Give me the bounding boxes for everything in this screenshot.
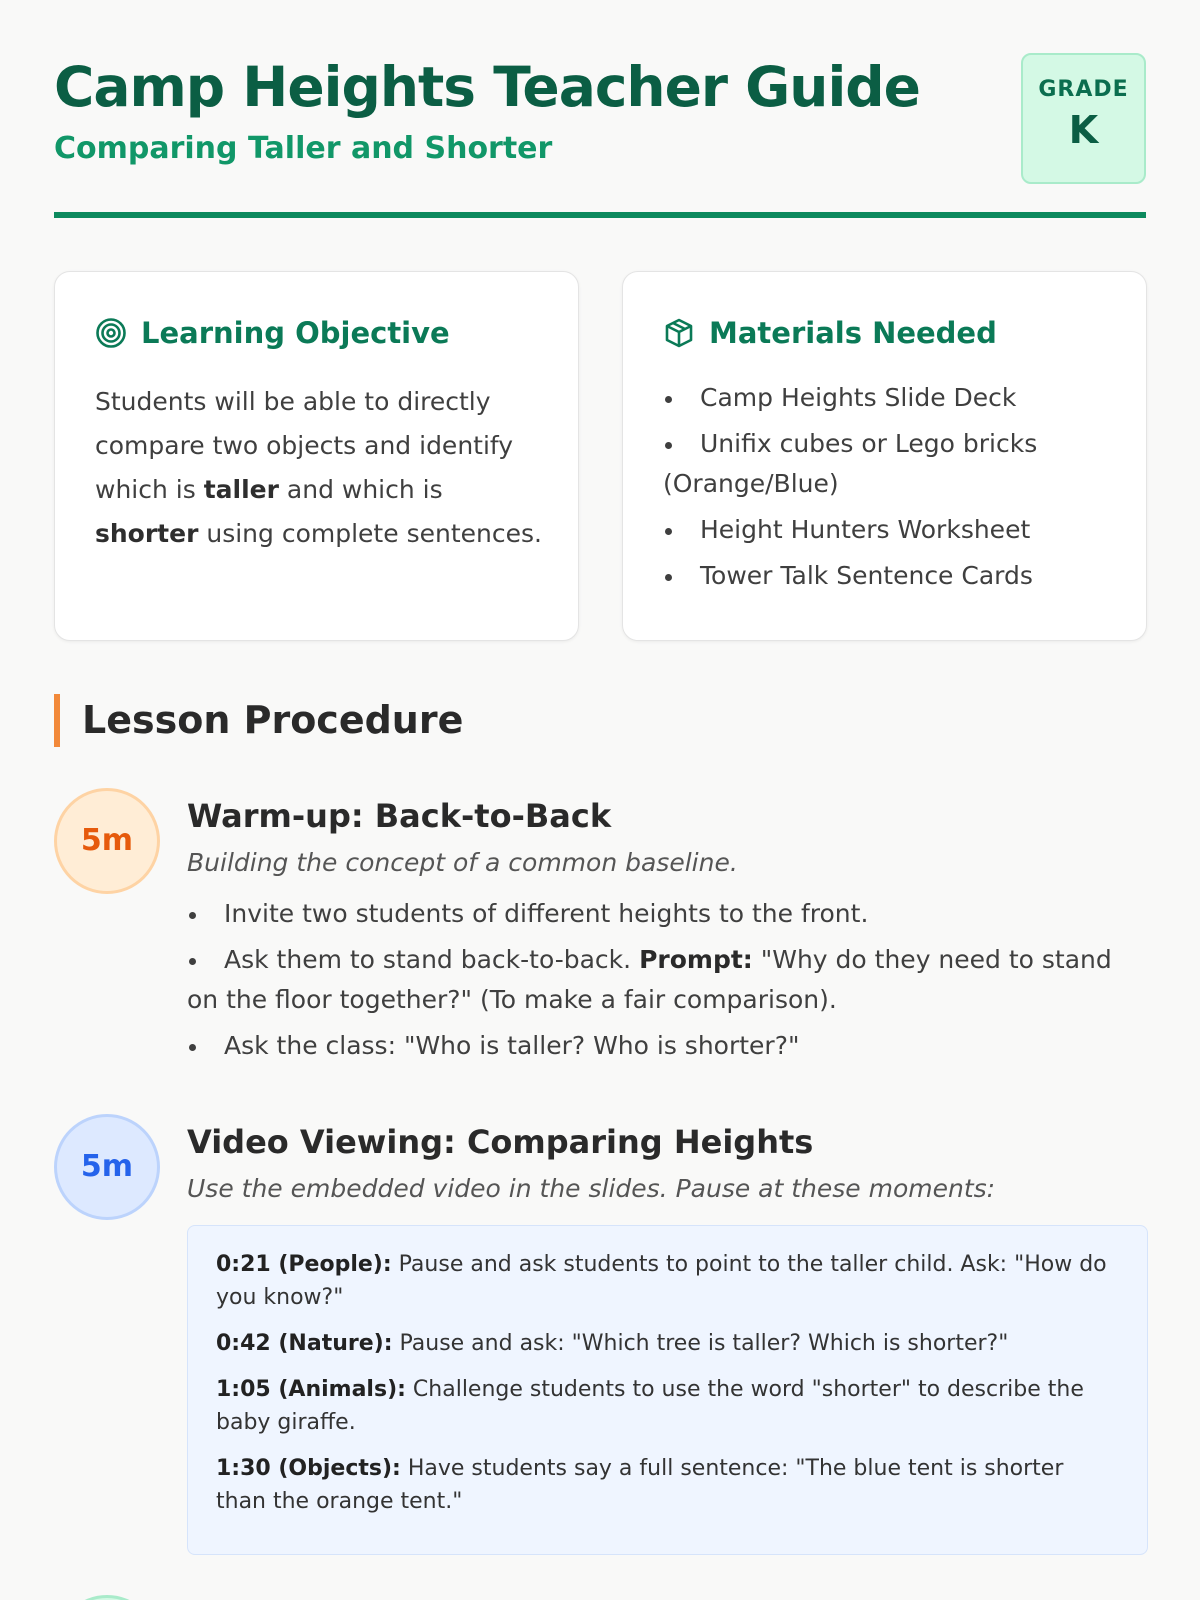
step-body bbox=[187, 1114, 1148, 1555]
materials-list-item: Tower Talk Sentence Cards bbox=[663, 556, 1133, 596]
learning-objective-title: Learning Objective bbox=[141, 316, 450, 350]
materials-list-item: Camp Heights Slide Deck bbox=[663, 378, 1133, 418]
step-bullet: Invite two students of different heights to the front. bbox=[187, 894, 1148, 934]
page-subtitle: Comparing Taller and Shorter bbox=[54, 131, 553, 166]
grade-badge bbox=[1021, 53, 1146, 184]
objective-text-part: Students will be able to directly compare two objects and identify which is bbox=[95, 387, 514, 504]
step-bullet-list bbox=[187, 894, 1148, 1066]
lesson-procedure-heading: Lesson Procedure bbox=[54, 694, 463, 747]
video-moment bbox=[216, 1452, 1119, 1518]
learning-objective-text bbox=[95, 380, 545, 556]
video-moment-text: Have students say a full sentence: "The blue tent is shorter than the orange tent." bbox=[216, 1456, 1064, 1514]
objective-keyword-shorter: shorter bbox=[95, 519, 199, 548]
bullet-text: "Why do they need to stand on the floor together?" (To make a fair comparison). bbox=[187, 945, 1112, 1014]
video-moment-text: Pause and ask: "Which tree is taller? Which is shorter?" bbox=[392, 1331, 1009, 1356]
step-bullet: Ask the class: "Who is taller? Who is shorter?" bbox=[187, 1026, 1148, 1066]
materials-title: Materials Needed bbox=[709, 316, 997, 350]
materials-header bbox=[663, 316, 997, 350]
objective-text-part: and which is bbox=[278, 475, 443, 504]
objective-keyword-taller: taller bbox=[203, 475, 279, 504]
step-title: Warm-up: Back-to-Back bbox=[187, 797, 612, 835]
video-moment-text: Challenge students to use the word "shorter" to describe the baby giraffe. bbox=[216, 1377, 1084, 1435]
video-moment-text: Pause and ask students to point to the taller child. Ask: "How do you know?" bbox=[216, 1252, 1107, 1310]
learning-objective-card bbox=[54, 271, 579, 641]
bullet-text: Ask them to stand back-to-back. bbox=[224, 945, 640, 974]
video-moment bbox=[216, 1373, 1119, 1439]
prompt-label: Prompt: bbox=[639, 945, 753, 974]
step-title: Video Viewing: Comparing Heights bbox=[187, 1123, 814, 1161]
video-moment-timestamp: 1:05 (Animals): bbox=[216, 1377, 406, 1402]
video-moment-timestamp: 1:30 (Objects): bbox=[216, 1456, 401, 1481]
materials-card bbox=[622, 271, 1147, 641]
target-icon bbox=[95, 317, 127, 349]
box-icon bbox=[663, 317, 695, 349]
video-moment-timestamp: 0:21 (People): bbox=[216, 1252, 392, 1277]
video-moments-box bbox=[187, 1225, 1148, 1555]
video-moment bbox=[216, 1327, 1119, 1360]
materials-list bbox=[663, 378, 1133, 602]
grade-label: GRADE bbox=[1038, 77, 1129, 102]
learning-objective-header bbox=[95, 316, 450, 350]
video-moment-timestamp: 0:42 (Nature): bbox=[216, 1331, 393, 1356]
step-body bbox=[187, 788, 1148, 1072]
info-cards bbox=[54, 271, 1148, 641]
materials-list-item: Height Hunters Worksheet bbox=[663, 510, 1133, 550]
step-bullet bbox=[187, 940, 1148, 1020]
objective-text-part: using complete sentences. bbox=[198, 519, 542, 548]
grade-value: K bbox=[1068, 108, 1099, 152]
next-step-badge bbox=[54, 1595, 160, 1600]
step-subtitle: Use the embedded video in the slides. Pause at these moments: bbox=[187, 1174, 996, 1203]
page-header bbox=[54, 0, 1146, 218]
materials-list-item: Unifix cubes or Lego bricks (Orange/Blue) bbox=[663, 424, 1133, 504]
page-title: Camp Heights Teacher Guide bbox=[54, 55, 920, 119]
time-badge: 5m bbox=[54, 788, 160, 894]
step-subtitle: Building the concept of a common baseline. bbox=[187, 848, 738, 877]
time-badge: 5m bbox=[54, 1114, 160, 1220]
video-moment bbox=[216, 1248, 1119, 1314]
